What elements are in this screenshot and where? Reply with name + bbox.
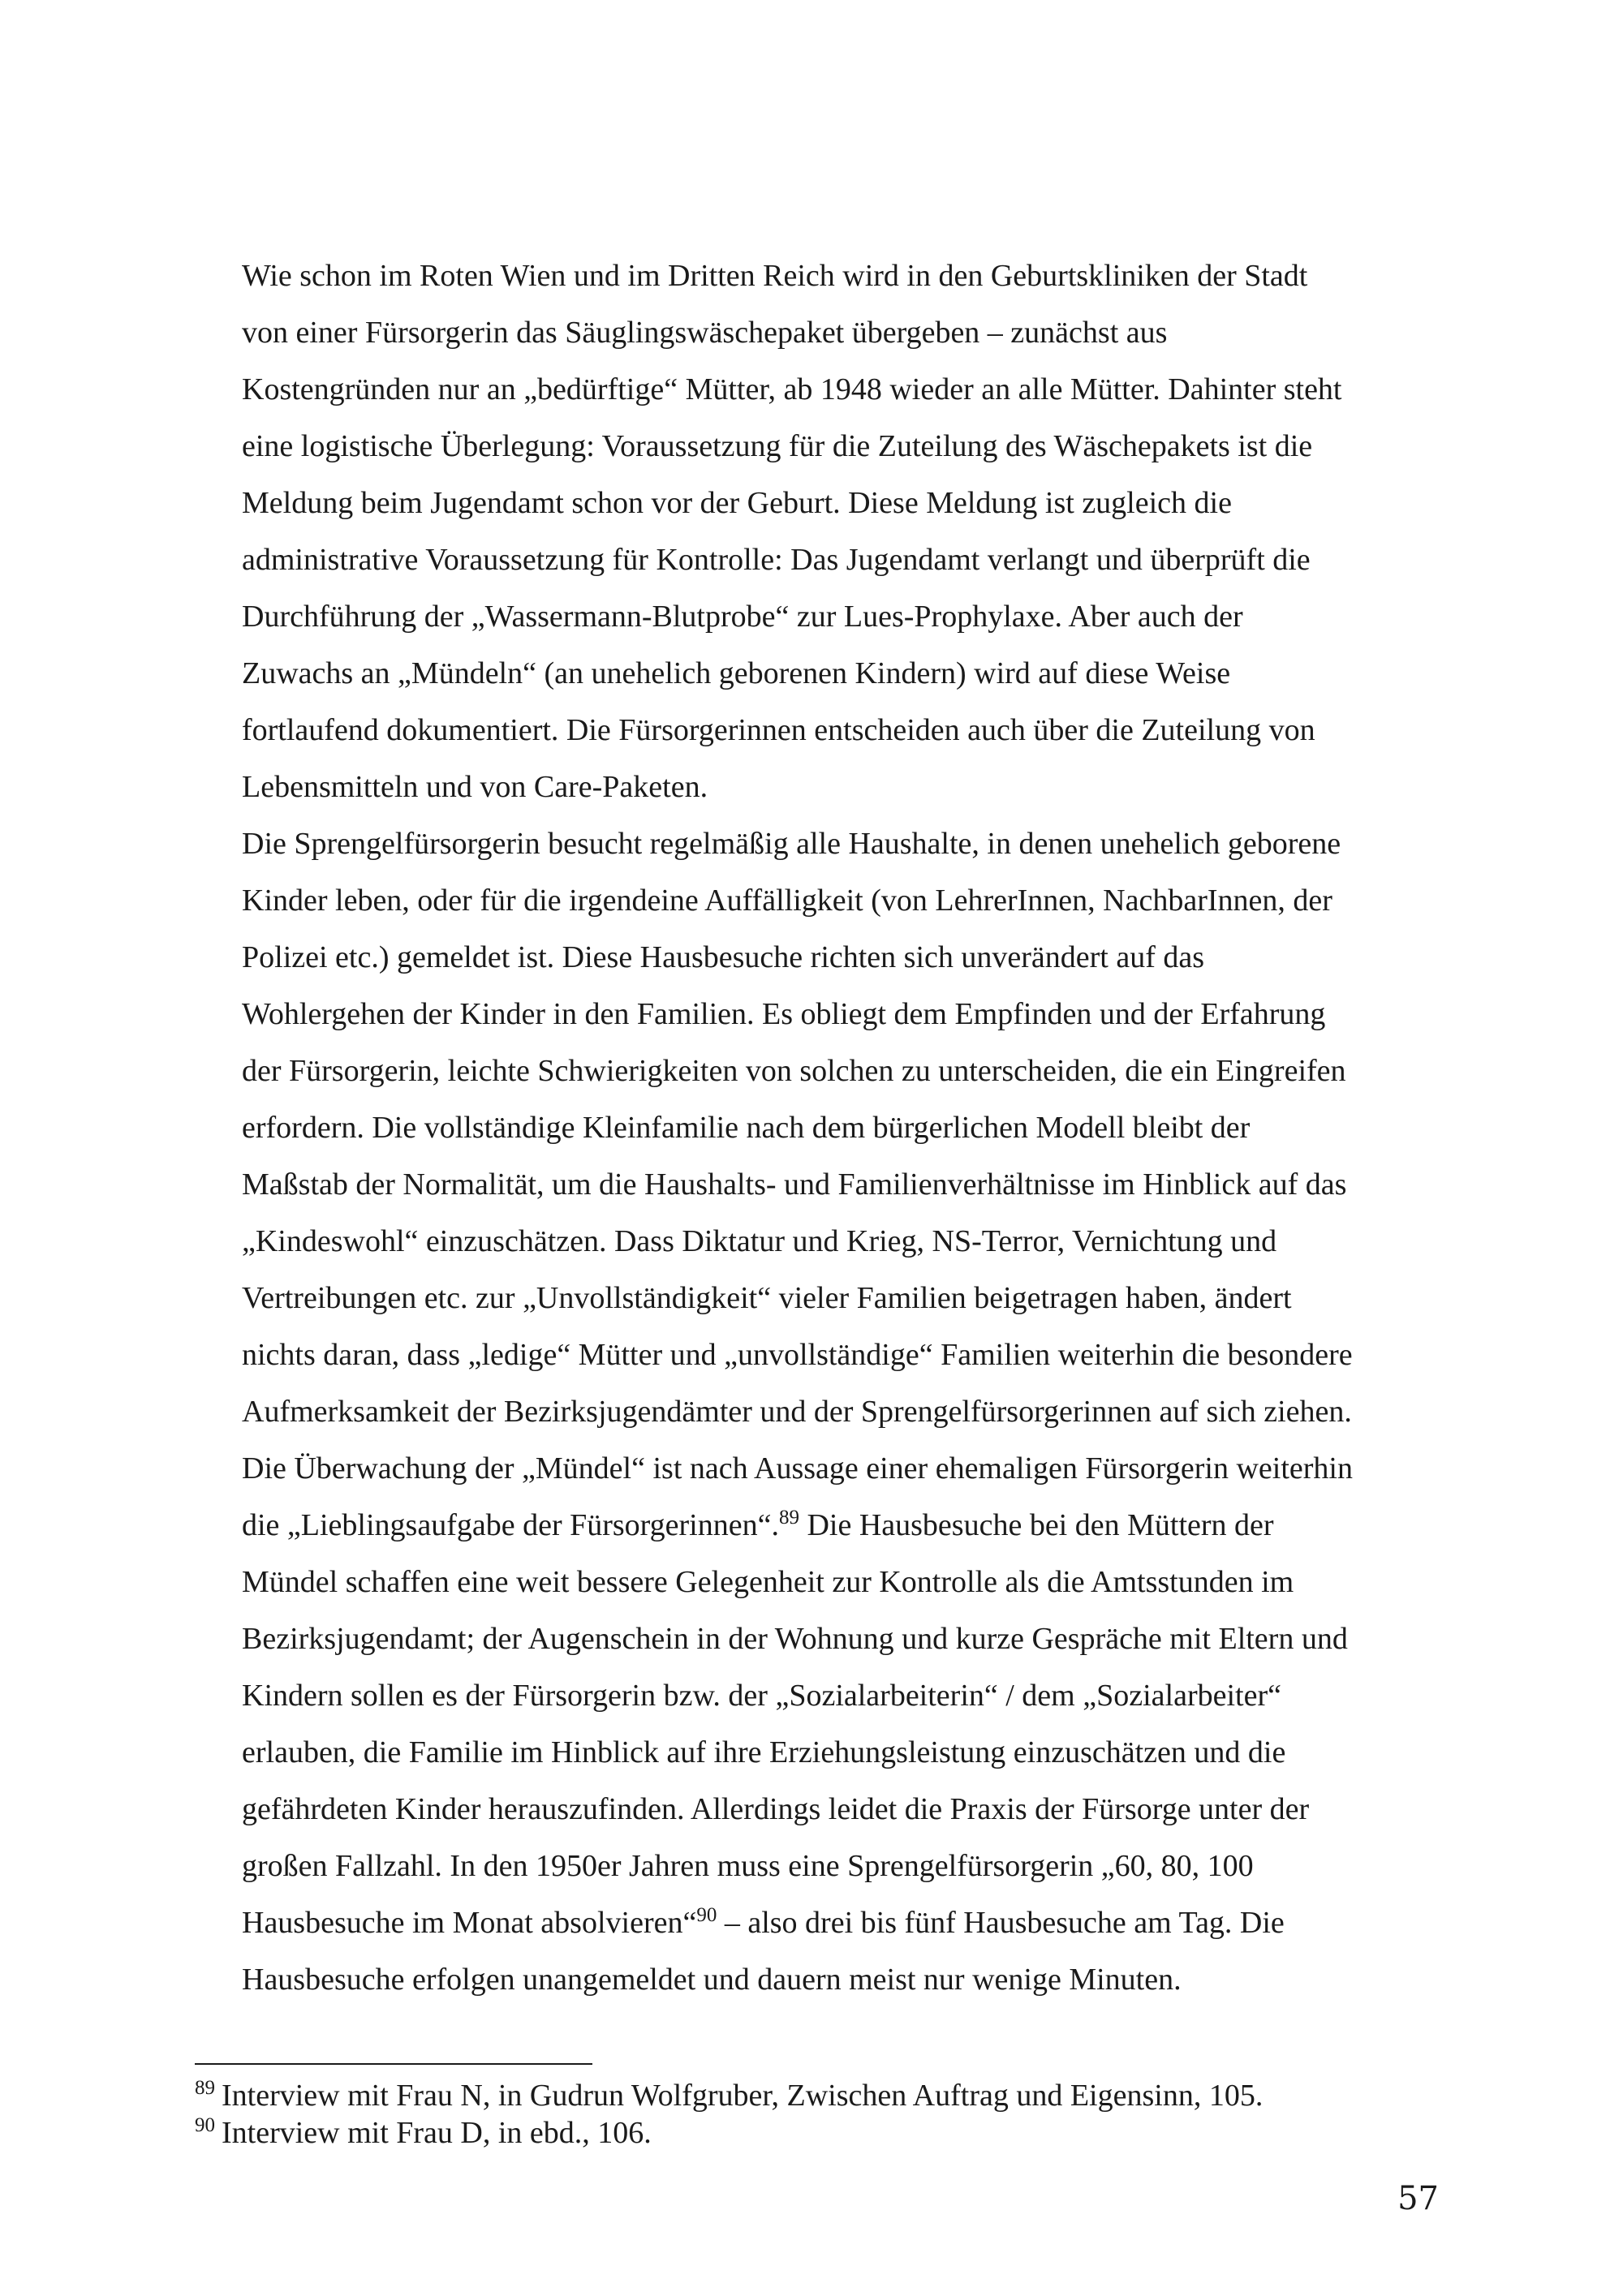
footnotes [195,2077,1461,2152]
text-line-with-footnote [242,1894,1443,1951]
text-line: Zuwachs an „Mündeln“ (an unehelich geborenen Kindern) wird auf diese Weise [242,656,1231,690]
text-line: Kostengründen nur an „bedürftige“ Mütter, ab 1948 wieder an alle Mütter. Dahinter steht [242,372,1342,406]
text-segment: Die Hausbesuche bei den Müttern der [799,1508,1274,1542]
text-line: Die Überwachung der „Mündel“ ist nach Aussage einer ehemaligen Fürsorgerin weiterhin [242,1451,1353,1486]
text-line: Durchführung der „Wassermann-Blutprobe“ zur Lues-Prophylaxe. Aber auch der [242,600,1243,634]
footnote-text: Interview mit Frau D, in ebd., 106. [222,2116,652,2150]
text-line: nichts daran, dass „ledige“ Mütter und „unvollständige“ Familien weiterhin die besondere [242,1338,1353,1372]
text-line: Die Sprengelfürsorgerin besucht regelmäßig alle Haushalte, in denen unehelich geborene [242,827,1341,861]
text-line: Maßstab der Normalität, um die Haushalts- und Familienverhältnisse im Hinblick auf das [242,1167,1347,1202]
text-line: von einer Fürsorgerin das Säuglingswäschepaket übergeben – zunächst aus [242,316,1168,350]
text-segment: Hausbesuche im Monat absolvieren“ [242,1906,697,1940]
text-line: Kinder leben, oder für die irgendeine Auffälligkeit (von LehrerInnen, NachbarInnen, der [242,884,1332,918]
text-line: gefährdeten Kinder herauszufinden. Allerdings leidet die Praxis der Fürsorge unter der [242,1792,1310,1826]
text-line: Aufmerksamkeit der Bezirksjugendämter und der Sprengelfürsorgerinnen auf sich ziehen. [242,1395,1352,1429]
text-line: Kindern sollen es der Fürsorgerin bzw. der „Sozialarbeiterin“ / dem „Sozialarbeiter“ [242,1679,1281,1713]
text-line: Polizei etc.) gemeldet ist. Diese Hausbesuche richten sich unverändert auf das [242,940,1205,974]
text-line: „Kindeswohl“ einzuschätzen. Dass Diktatur und Krieg, NS-Terror, Vernichtung und [242,1224,1277,1258]
footnote-number: 89 [195,2077,215,2099]
text-segment: die „Lieblingsaufgabe der Fürsorgerinnen“. [242,1508,779,1542]
text-line: eine logistische Überlegung: Voraussetzung für die Zuteilung des Wäschepakets ist die [242,429,1313,463]
text-segment: – also drei bis fünf Hausbesuche am Tag. Die [717,1906,1285,1940]
text-line: administrative Voraussetzung für Kontrolle: Das Jugendamt verlangt und überprüft die [242,543,1311,577]
footnote-separator [195,2063,592,2065]
page-number: 57 [1397,2180,1439,2217]
text-line: Hausbesuche erfolgen unangemeldet und dauern meist nur wenige Minuten. [242,1963,1182,1997]
text-line: der Fürsorgerin, leichte Schwierigkeiten von solchen zu unterscheiden, die ein Eingreifen [242,1054,1346,1088]
body-text [242,247,1443,2008]
text-line: Vertreibungen etc. zur „Unvollständigkeit“ vieler Familien beigetragen haben, ändert [242,1281,1292,1315]
footnote-text: Interview mit Frau N, in Gudrun Wolfgruber, Zwischen Auftrag und Eigensinn, 105. [222,2079,1264,2113]
text-line: Mündel schaffen eine weit bessere Gelegenheit zur Kontrolle als die Amtsstunden im [242,1565,1294,1599]
footnote-number: 90 [195,2114,215,2136]
footnote [195,2114,1461,2152]
text-line: großen Fallzahl. In den 1950er Jahren muss eine Sprengelfürsorgerin „60, 80, 100 [242,1849,1254,1883]
text-line: Lebensmitteln und von Care-Paketen. [242,770,708,804]
text-line: erlauben, die Familie im Hinblick auf ihre Erziehungsleistung einzuschätzen und die [242,1735,1286,1769]
text-line: fortlaufend dokumentiert. Die Fürsorgerinnen entscheiden auch über die Zuteilung von [242,713,1315,747]
footnote-marker: 90 [696,1904,717,1926]
text-line: erfordern. Die vollständige Kleinfamilie nach dem bürgerlichen Modell bleibt der [242,1111,1251,1145]
footnote-marker: 89 [778,1507,799,1529]
text-line-with-footnote [242,1497,1443,1554]
footnote [195,2077,1461,2114]
text-line: Meldung beim Jugendamt schon vor der Geburt. Diese Meldung ist zugleich die [242,486,1232,520]
text-line: Wie schon im Roten Wien und im Dritten Reich wird in den Geburtskliniken der Stadt [242,259,1308,293]
text-line: Bezirksjugendamt; der Augenschein in der Wohnung und kurze Gespräche mit Eltern und [242,1622,1348,1656]
text-line: Wohlergehen der Kinder in den Familien. Es obliegt dem Empfinden und der Erfahrung [242,997,1326,1031]
